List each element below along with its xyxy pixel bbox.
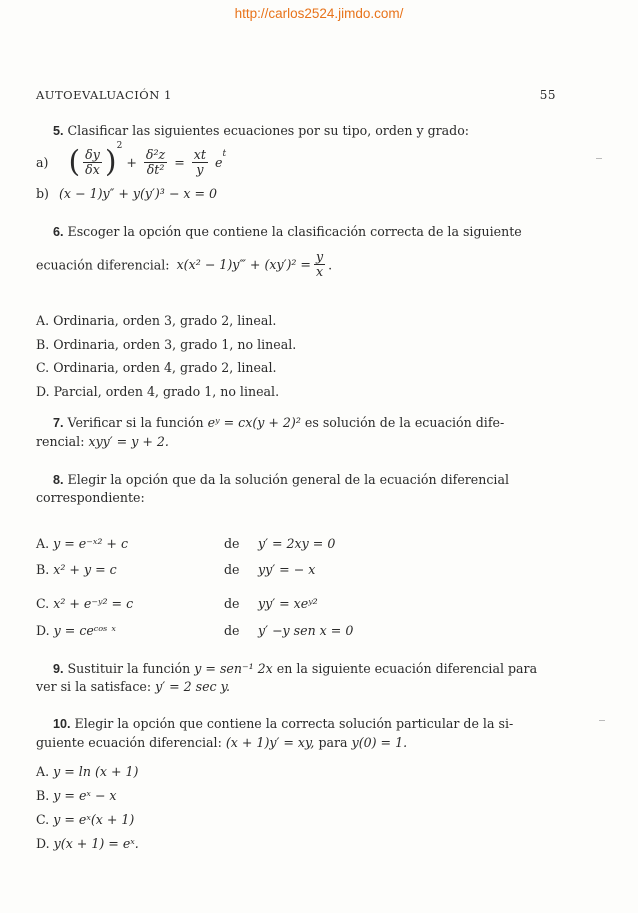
margin-mark xyxy=(599,720,605,721)
question-6-equation: ecuación diferencial: x(x² − 1)y‴ + (xy′)² = $\frac{y}{x}$ . xyxy=(36,249,333,280)
question-7-line1: 7. Verificar si la función eʸ = cx(y + 2)² es solución de la ecuación dife- xyxy=(53,415,505,430)
question-9-line1: 9. Sustituir la función y = sen⁻¹ 2x en la siguiente ecuación diferencial para xyxy=(53,661,538,676)
question-9-line2: ver si la satisface: y′ = 2 sec y. xyxy=(36,679,231,694)
running-header: AUTOEVALUACIÓN 1 xyxy=(36,88,172,102)
option-c[interactable]: C. y = eˣ(x + 1) xyxy=(36,812,135,827)
option-a[interactable]: A. y = ln (x + 1) xyxy=(36,764,139,779)
page-number: 55 xyxy=(539,88,556,102)
option-d[interactable]: D. Parcial, orden 4, grado 1, no lineal. xyxy=(36,384,280,399)
option-c[interactable]: C. Ordinaria, orden 4, grado 2, lineal. xyxy=(36,360,277,375)
fraction: $\frac{\text{δ²z}}{\text{δt²}}$ xyxy=(145,146,166,177)
left-paren: ( xyxy=(68,144,81,180)
option-b[interactable]: B. x² + y = c de yy′ = − x xyxy=(36,562,316,577)
question-text: Clasificar las siguientes ecuaciones por su tipo, orden y grado: xyxy=(67,123,470,138)
option-b[interactable]: B. y = eˣ − x xyxy=(36,788,117,803)
fraction: $\frac{xt}{y}$ xyxy=(193,146,206,177)
question-number: 5. xyxy=(53,124,64,138)
question-6-prompt: 6. Escoger la opción que contiene la clasificación correcta de la siguiente xyxy=(53,224,522,239)
option-d[interactable]: D. y = ceᶜᵒˢ ˣ de y′ −y sen x = 0 xyxy=(36,623,354,638)
option-a[interactable]: A. y = e⁻ˣ² + c de y′ = 2xy = 0 xyxy=(36,536,336,551)
question-5-equation-b: b) (x − 1)y″ + y(y′)³ − x = 0 xyxy=(36,186,218,201)
fraction: $\frac{\delta y}{\delta x}$ xyxy=(85,146,100,177)
question-10-line2: guiente ecuación diferencial: (x + 1)y′ = xy, para y(0) = 1. xyxy=(36,735,408,750)
question-7-line2: rencial: xyy′ = y + 2. xyxy=(36,434,169,449)
question-10-line1: 10. Elegir la opción que contiene la correcta solución particular de la si- xyxy=(53,716,514,731)
option-c[interactable]: C. x² + e⁻ʸ² = c de yy′ = xeʸ² xyxy=(36,596,318,611)
question-8-line1: 8. Elegir la opción que da la solución general de la ecuación diferencial xyxy=(53,472,509,487)
question-8-line2: correspondiente: xyxy=(36,490,145,505)
fraction: $\frac{y}{x}$ xyxy=(315,249,324,280)
item-label: a) xyxy=(36,154,49,170)
option-b[interactable]: B. Ordinaria, orden 3, grado 1, no lineal. xyxy=(36,337,297,352)
question-5-equation-a: a) ( $\frac{\delta y}{\delta x}$ )$^2$ + $\frac{\text{δ²z}}{\text{δt²}}$ = $\frac{xt}{y}$ $e^t$ xyxy=(36,141,227,180)
source-url[interactable]: http://carlos2524.jimdo.com/ xyxy=(234,6,404,21)
margin-mark xyxy=(596,158,602,159)
question-5-prompt xyxy=(53,123,469,139)
item-label: b) xyxy=(36,186,49,201)
option-d[interactable]: D. y(x + 1) = eˣ. xyxy=(36,836,139,851)
right-paren: ) xyxy=(104,144,117,180)
option-a[interactable]: A. Ordinaria, orden 3, grado 2, lineal. xyxy=(36,313,277,328)
